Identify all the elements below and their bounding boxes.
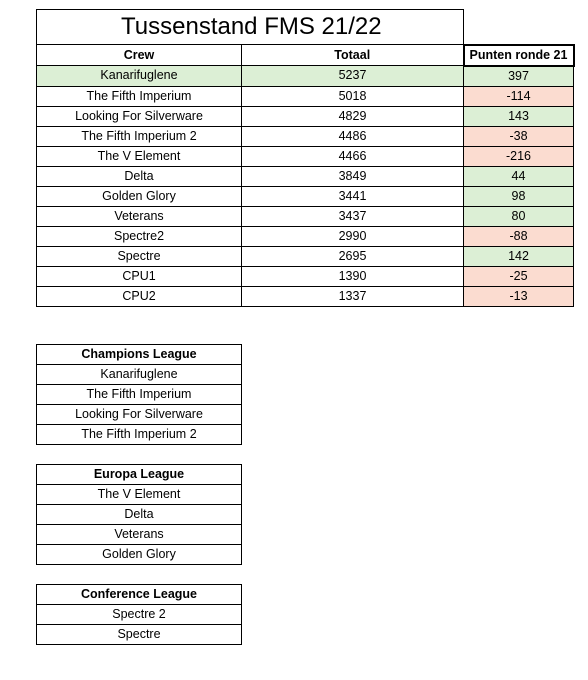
table-row bbox=[37, 66, 574, 87]
table-row bbox=[37, 226, 574, 246]
totaal-cell: 3437 bbox=[242, 206, 464, 226]
header-punten: Punten ronde 21 bbox=[464, 45, 574, 66]
punten-cell: 397 bbox=[464, 66, 574, 87]
league-team: Looking For Silverware bbox=[37, 405, 242, 425]
crew-cell: Spectre2 bbox=[37, 226, 242, 246]
standings-table bbox=[36, 9, 575, 307]
league-title: Champions League bbox=[37, 345, 242, 365]
table-row bbox=[37, 126, 574, 146]
totaal-cell: 2990 bbox=[242, 226, 464, 246]
totaal-cell: 2695 bbox=[242, 246, 464, 266]
league-team: Spectre 2 bbox=[37, 605, 242, 625]
punten-cell: -25 bbox=[464, 266, 574, 286]
totaal-cell: 5237 bbox=[242, 66, 464, 87]
page-title: Tussenstand FMS 21/22 bbox=[37, 10, 464, 45]
crew-cell: The V Element bbox=[37, 146, 242, 166]
totaal-cell: 1390 bbox=[242, 266, 464, 286]
crew-cell: CPU1 bbox=[37, 266, 242, 286]
crew-cell: Kanarifuglene bbox=[37, 66, 242, 87]
punten-cell: -13 bbox=[464, 286, 574, 306]
league-team: Spectre bbox=[37, 625, 242, 645]
table-row bbox=[37, 166, 574, 186]
league-team: The Fifth Imperium 2 bbox=[37, 425, 242, 445]
league-team: The Fifth Imperium bbox=[37, 385, 242, 405]
totaal-cell: 4829 bbox=[242, 106, 464, 126]
table-row bbox=[37, 106, 574, 126]
totaal-cell: 3441 bbox=[242, 186, 464, 206]
punten-cell: 143 bbox=[464, 106, 574, 126]
totaal-cell: 3849 bbox=[242, 166, 464, 186]
table-row bbox=[37, 206, 574, 226]
crew-cell: Veterans bbox=[37, 206, 242, 226]
header-crew: Crew bbox=[37, 45, 242, 66]
champions-league-table bbox=[36, 344, 242, 445]
table-row bbox=[37, 266, 574, 286]
totaal-cell: 4486 bbox=[242, 126, 464, 146]
league-team: The V Element bbox=[37, 485, 242, 505]
punten-cell: 44 bbox=[464, 166, 574, 186]
league-team: Golden Glory bbox=[37, 545, 242, 565]
table-row bbox=[37, 86, 574, 106]
punten-cell: 142 bbox=[464, 246, 574, 266]
punten-cell: -114 bbox=[464, 86, 574, 106]
punten-cell: 98 bbox=[464, 186, 574, 206]
crew-cell: The Fifth Imperium 2 bbox=[37, 126, 242, 146]
table-row bbox=[37, 246, 574, 266]
header-totaal: Totaal bbox=[242, 45, 464, 66]
punten-cell: -216 bbox=[464, 146, 574, 166]
crew-cell: Spectre bbox=[37, 246, 242, 266]
punten-cell: -88 bbox=[464, 226, 574, 246]
crew-cell: Looking For Silverware bbox=[37, 106, 242, 126]
crew-cell: CPU2 bbox=[37, 286, 242, 306]
crew-cell: Golden Glory bbox=[37, 186, 242, 206]
empty-cell bbox=[464, 10, 574, 45]
league-team: Kanarifuglene bbox=[37, 365, 242, 385]
totaal-cell: 5018 bbox=[242, 86, 464, 106]
punten-cell: -38 bbox=[464, 126, 574, 146]
table-row bbox=[37, 286, 574, 306]
crew-cell: The Fifth Imperium bbox=[37, 86, 242, 106]
totaal-cell: 4466 bbox=[242, 146, 464, 166]
totaal-cell: 1337 bbox=[242, 286, 464, 306]
league-title: Europa League bbox=[37, 465, 242, 485]
league-team: Delta bbox=[37, 505, 242, 525]
table-row bbox=[37, 186, 574, 206]
crew-cell: Delta bbox=[37, 166, 242, 186]
league-team: Veterans bbox=[37, 525, 242, 545]
europa-league-table bbox=[36, 464, 242, 565]
punten-cell: 80 bbox=[464, 206, 574, 226]
table-row bbox=[37, 146, 574, 166]
header-row bbox=[37, 45, 574, 66]
conference-league-table bbox=[36, 584, 242, 645]
league-title: Conference League bbox=[37, 585, 242, 605]
